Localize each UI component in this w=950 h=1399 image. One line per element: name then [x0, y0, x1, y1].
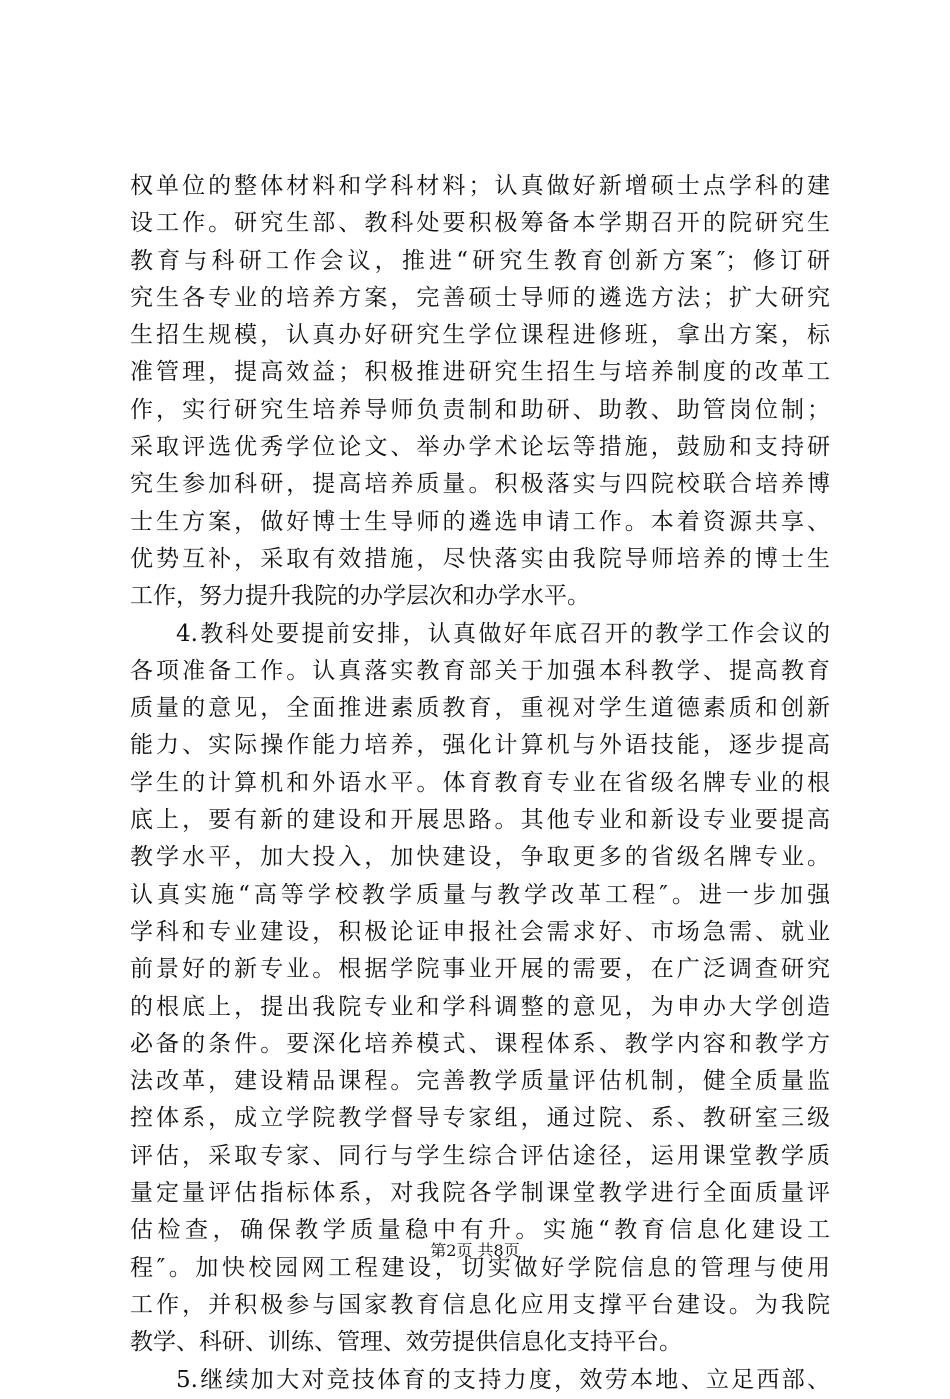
document-body: [130, 168, 830, 1399]
text-line: 程″。加快校园网工程建设，切实做好学院信息的管理与使用: [130, 1254, 830, 1281]
text-line: 教学、科研、训练、管理、效劳提供信息化支持平台。: [130, 1329, 682, 1356]
text-line: 教学水平，加大投入，加快建设，争取更多的省级名牌专业。: [130, 844, 830, 871]
text-line: 控体系，成立学院教学督导专家组，通过院、系、教研室三级: [130, 1105, 830, 1132]
text-line: 采取评选优秀学位论文、举办学术论坛等措施，鼓励和支持研: [130, 434, 830, 461]
text-line: 工作，努力提升我院的办学层次和办学水平。: [130, 583, 590, 610]
text-line: 5.继续加大对竞技体育的支持力度，效劳本地、立足西部、: [176, 1366, 830, 1393]
text-line: 前景好的新专业。根据学院事业开展的需要，在广泛调查研究: [130, 956, 830, 983]
text-line: 评估，采取专家、同行与学生综合评估途径，运用课堂教学质: [130, 1142, 830, 1169]
text-line: 生招生规模，认真办好研究生学位课程进修班，拿出方案，标: [130, 322, 830, 349]
text-line: 设工作。研究生部、教科处要积极筹备本学期召开的院研究生: [130, 210, 830, 237]
text-line: 必备的条件。要深化培养模式、课程体系、教学内容和教学方: [130, 1030, 830, 1057]
text-line: 权单位的整体材料和学科材料；认真做好新增硕士点学科的建: [130, 173, 830, 199]
text-line: 的根底上，提出我院专业和学科调整的意见，为申办大学创造: [130, 993, 830, 1020]
text-line: 学生的计算机和外语水平。体育教育专业在省级名牌专业的根: [130, 769, 830, 796]
text-line: 能力、实际操作能力培养，强化计算机与外语技能，逐步提高: [130, 732, 830, 759]
text-line: 工作，并积极参与国家教育信息化应用支撑平台建设。为我院: [130, 1291, 830, 1318]
text-line: 质量的意见，全面推进素质教育，重视对学生道德素质和创新: [130, 695, 830, 722]
text-line: 学科和专业建设，积极论证申报社会需求好、市场急需、就业: [130, 918, 830, 945]
text-line: 法改革，建设精品课程。完善教学质量评估机制，健全质量监: [130, 1068, 830, 1095]
text-line: 4.教科处要提前安排，认真做好年底召开的教学工作会议的: [176, 620, 830, 647]
text-line: 估检查，确保教学质量稳中有升。实施“教育信息化建设工: [130, 1217, 830, 1244]
text-line: 士生方案，做好博士生导师的遴选申请工作。本着资源共享、: [130, 508, 830, 535]
text-line: 各项准备工作。认真落实教育部关于加强本科教学、提高教育: [130, 657, 830, 684]
text-line: 究生各专业的培养方案，完善硕士导师的遴选方法；扩大研究: [130, 284, 830, 311]
text-line: 底上，要有新的建设和开展思路。其他专业和新设专业要提高: [130, 807, 830, 834]
text-line: 究生参加科研，提高培养质量。积极落实与四院校联合培养博: [130, 471, 830, 498]
text-line: 量定量评估指标体系，对我院各学制课堂教学进行全面质量评: [130, 1180, 830, 1207]
text-line: 准管理，提高效益；积极推进研究生招生与培养制度的改革工: [130, 359, 830, 386]
text-line: 优势互补，采取有效措施，尽快落实由我院导师培养的博士生: [130, 545, 830, 572]
text-line: 教育与科研工作会议，推进“研究生教育创新方案″；修订研: [130, 247, 830, 274]
page-number-footer: 第2页 共8页: [430, 1241, 520, 1260]
text-line: 作，实行研究生培养导师负责制和助研、助教、助管岗位制；: [130, 396, 830, 423]
text-line: 认真实施“高等学校教学质量与教学改革工程″。进一步加强: [130, 881, 830, 908]
